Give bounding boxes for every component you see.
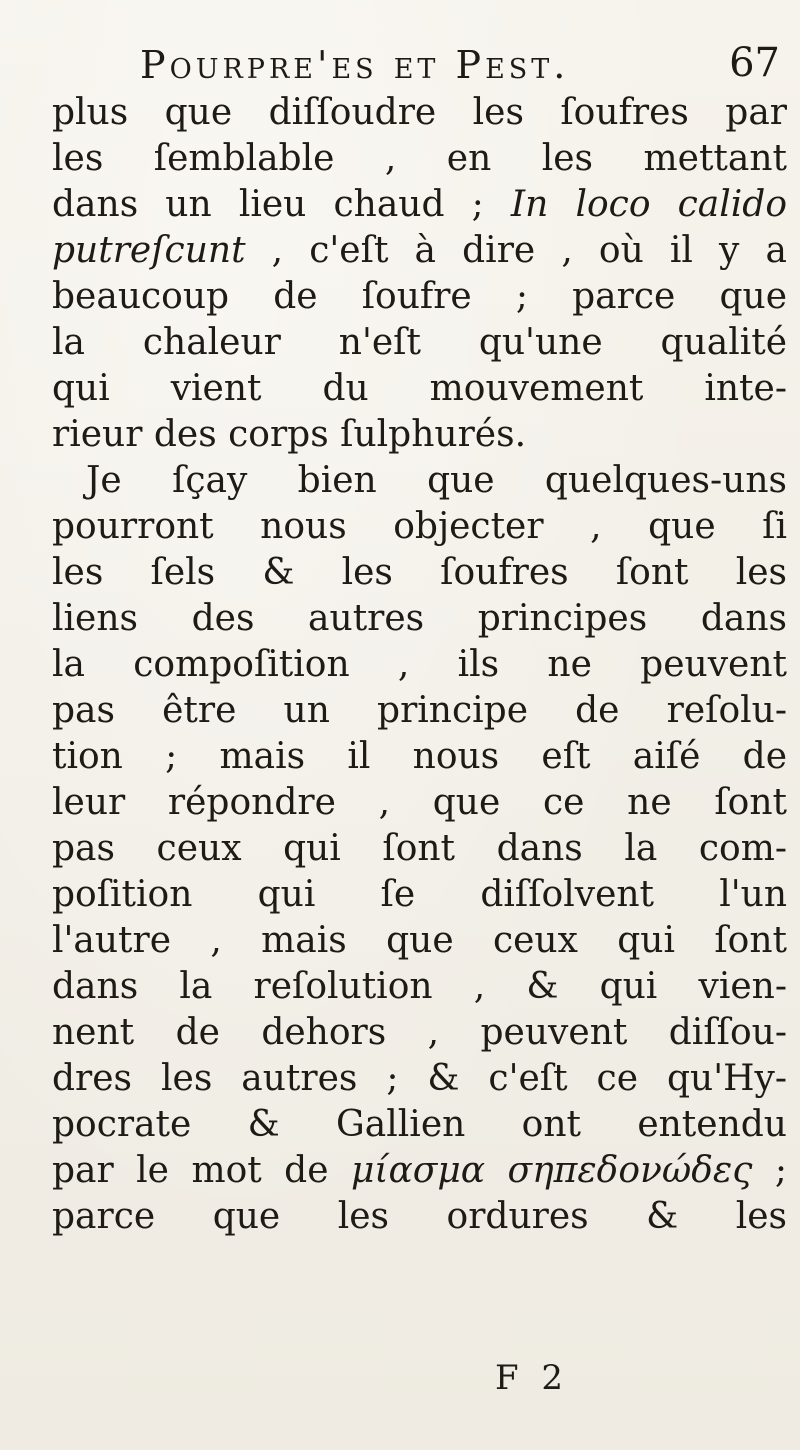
text-line: poſition qui ſe diſſolvent l'un xyxy=(52,874,787,915)
text-line: pocrate & Gallien ont entendu xyxy=(52,1104,787,1145)
text-line: dres les autres ; & c'eſt ce qu'Hy- xyxy=(52,1058,787,1099)
text-line: la chaleur n'eſt qu'une qualité xyxy=(52,322,787,363)
text-line: nent de dehors , peuvent diſſou- xyxy=(52,1012,787,1053)
body-text xyxy=(52,90,787,1240)
text-line: l'autre , mais que ceux qui ſont xyxy=(52,920,787,961)
text-line: pas ceux qui ſont dans la com- xyxy=(52,828,787,869)
text-line: rieur des corps ſulphurés. xyxy=(52,414,527,455)
signature-mark: F 2 xyxy=(495,1358,570,1398)
text-line: la compoſition , ils ne peuvent xyxy=(52,644,787,685)
text-line: putreſcunt , c'eſt à dire , où il y a xyxy=(52,230,787,271)
latin-phrase: In loco calido xyxy=(510,184,787,225)
text-line: liens des autres principes dans xyxy=(52,598,787,639)
running-head: Pourpre'es et Pest. xyxy=(140,43,570,87)
page-header xyxy=(140,40,780,90)
text-line: pourront nous objecter , que ſi xyxy=(52,506,787,547)
latin-phrase: putreſcunt xyxy=(52,230,246,271)
text-line: les ſemblable , en les mettant xyxy=(52,138,787,179)
text-line: plus que diſſoudre les ſoufres par xyxy=(52,92,787,133)
text-line: par le mot de μίασμα σηπεδονώδες ; xyxy=(52,1150,787,1191)
text-line: leur répondre , que ce ne ſont xyxy=(52,782,787,823)
text-line: parce que les ordures & les xyxy=(52,1196,787,1237)
text-line: les ſels & les ſoufres ſont les xyxy=(52,552,787,593)
text-line: tion ; mais il nous eſt aiſé de xyxy=(52,736,787,777)
page-footer xyxy=(0,1355,800,1405)
page-number: 67 xyxy=(729,40,780,86)
text-line: dans la reſolution , & qui vien- xyxy=(52,966,787,1007)
text-line: qui vient du mouvement inte- xyxy=(52,368,787,409)
text-line: pas être un principe de reſolu- xyxy=(52,690,787,731)
text-line: Je ſçay bien que quelques-uns xyxy=(86,460,787,501)
text-line: dans un lieu chaud ; In loco calido xyxy=(52,184,787,225)
greek-phrase: μίασμα σηπεδονώδες xyxy=(350,1150,753,1191)
text-line: beaucoup de ſoufre ; parce que xyxy=(52,276,787,317)
